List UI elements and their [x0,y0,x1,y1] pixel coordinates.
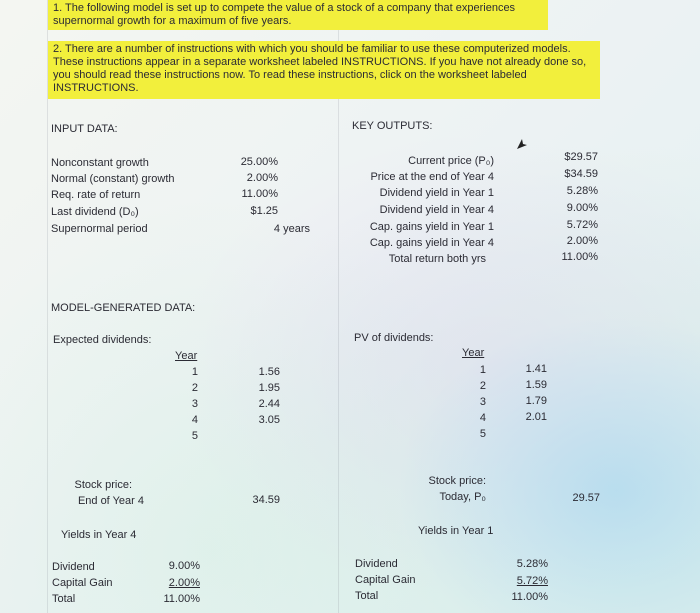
output-label-price-end-year4: Price at the end of Year 4 [370,171,494,183]
yield4-total-value: 11.00% [163,593,200,605]
yield4-capital-gain-value: 2.00% [168,577,200,589]
yield1-dividend-label: Dividend [355,558,398,570]
output-label-cap-gains-year1: Cap. gains yield in Year 1 [369,221,494,233]
instruction-note-2: 2. There are a number of instructions with which you should be familiar to use these computerized models. These instructions appear in a separate worksheet labeled INSTRUCTIONS. If you have not already done so, you should read these instructions now. To read these instructions, click on the worksheet labeled INSTRUCTIONS. [48,41,600,99]
pv-cell: 1.59 [525,379,547,391]
output-value-current-price: $29.57 [564,151,598,163]
output-label-cap-gains-year4: Cap. gains yield in Year 4 [369,237,494,249]
input-value-normal-growth[interactable]: 2.00% [246,172,278,184]
output-value-div-yield-year4: 9.00% [566,202,598,214]
input-label-nonconstant-growth: Nonconstant growth [51,157,149,169]
yields-year1-label: Yields in Year 1 [418,525,494,537]
dividend-cell: 2.44 [258,398,280,410]
year-cell: 1 [479,364,486,376]
output-label-div-yield-year1: Dividend yield in Year 1 [379,187,494,199]
input-value-last-dividend[interactable]: $1.25 [250,205,278,217]
yield4-dividend-label: Dividend [52,561,95,573]
expected-dividend-values [238,365,280,429]
yield1-total-value: 11.00% [511,591,548,603]
stock-price-label-end: Stock price: [74,479,132,491]
end-of-year-value: 34.59 [252,494,280,506]
yield4-dividend-value: 9.00% [168,560,200,572]
output-value-cap-gains-year4: 2.00% [566,235,598,247]
yield4-capital-gain-label: Capital Gain [52,577,113,589]
output-value-total-return: 11.00% [561,251,598,263]
year-cell: 1 [191,366,198,378]
expected-year-list [178,365,198,445]
output-label-current-price: Current price (P₀) [408,155,494,167]
yield4-total-label: Total [52,593,76,605]
output-value-div-yield-year1: 5.28% [566,185,598,197]
expected-dividends-label: Expected dividends: [53,334,152,346]
output-value-cap-gains-year1: 5.72% [566,219,598,231]
yield1-capital-gain-label: Capital Gain [355,574,416,586]
year-cell: 2 [479,380,486,392]
pv-cell: 2.01 [525,411,547,423]
mouse-pointer-icon [516,138,528,150]
output-label-total-return: Total return both yrs [388,253,486,265]
year-cell: 4 [191,414,198,426]
end-of-year-label: End of Year 4 [77,495,144,507]
instruction-note-1: 1. The following model is set up to compete the value of a stock of a company that experiences supernormal growth for a maximum of five years. [48,0,548,30]
today-price-value: 29.57 [572,492,600,504]
input-value-nonconstant-growth[interactable]: 25.00% [240,156,278,168]
input-data-heading: INPUT DATA: [51,123,118,135]
input-label-normal-growth: Normal (constant) growth [51,173,175,185]
model-data-heading: MODEL-GENERATED DATA: [51,302,196,314]
yield1-dividend-value: 5.28% [516,558,548,570]
pv-dividend-values [505,362,547,426]
year-cell: 3 [479,396,486,408]
input-value-supernormal-period[interactable]: 4 years [273,223,310,235]
yield1-capital-gain-value: 5.72% [516,575,548,587]
yield1-total-label: Total [355,590,379,602]
key-outputs-heading: KEY OUTPUTS: [352,120,433,132]
input-label-supernormal-period: Supernormal period [51,223,148,235]
year-cell: 5 [191,430,198,442]
pv-cell: 1.79 [525,395,547,407]
today-price-label: Today, P₀ [439,491,486,503]
output-label-div-yield-year4: Dividend yield in Year 4 [379,204,494,216]
pv-cell: 1.41 [525,363,547,375]
dividend-cell: 1.56 [258,366,280,378]
pv-dividends-label: PV of dividends: [354,332,434,344]
dividend-cell: 1.95 [258,382,280,394]
input-value-required-return[interactable]: 11.00% [241,188,278,200]
year-cell: 3 [191,398,198,410]
stock-price-label-today: Stock price: [428,475,486,487]
input-label-last-dividend: Last dividend (D₀) [51,206,139,218]
yields-year4-label: Yields in Year 4 [61,529,137,541]
year-cell: 5 [479,428,486,440]
year-cell: 4 [479,412,486,424]
expected-year-header: Year [175,350,198,362]
pv-year-header: Year [462,347,485,359]
pv-year-list [466,363,486,443]
output-value-price-end-year4: $34.59 [564,168,598,180]
year-cell: 2 [191,382,198,394]
input-label-required-return: Req. rate of return [51,189,141,201]
dividend-cell: 3.05 [258,414,280,426]
